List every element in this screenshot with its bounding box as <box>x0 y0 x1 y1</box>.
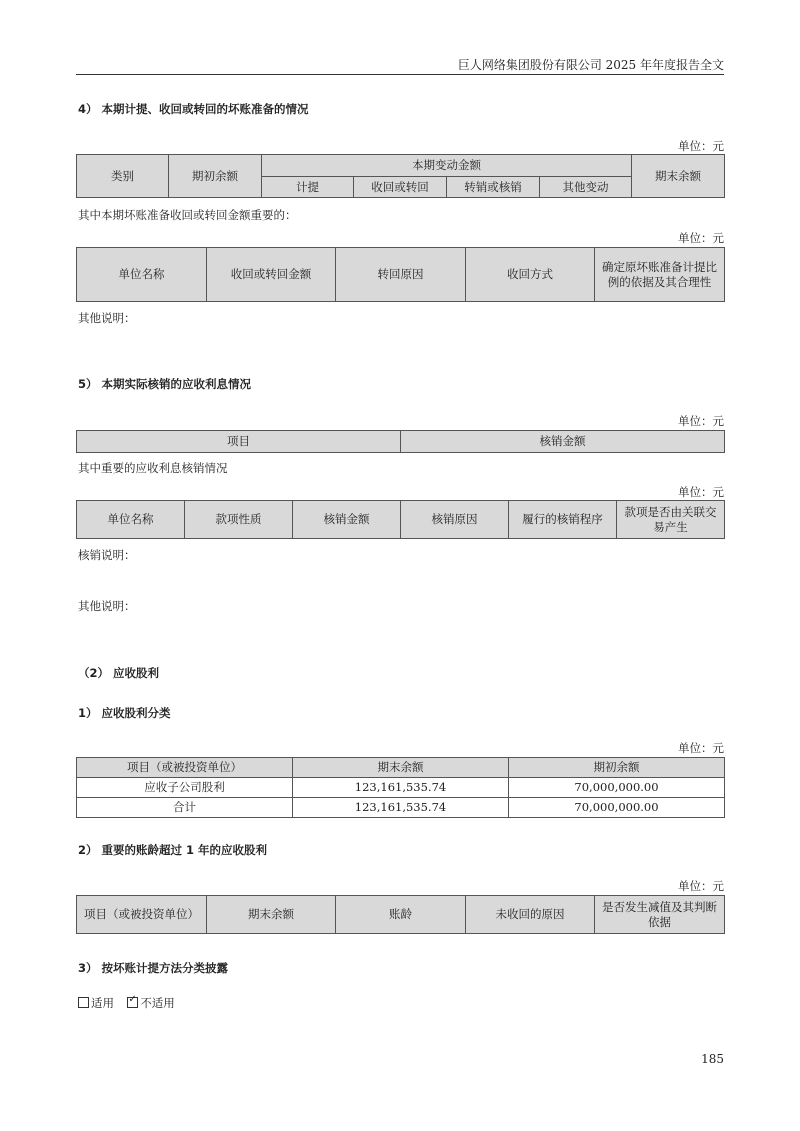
unit-label: 单位：元 <box>678 139 724 153</box>
table-row-total <box>77 798 725 818</box>
row-opening: 70,000,000.00 <box>509 778 725 798</box>
page-number: 185 <box>701 1052 724 1066</box>
other-note: 其他说明： <box>78 311 136 325</box>
writeoff-note: 核销说明： <box>78 548 136 562</box>
dividend-classification-table <box>76 757 725 818</box>
important-recovery-note: 其中本期坏账准备收回或转回金额重要的： <box>78 208 297 222</box>
unit-label: 单位：元 <box>678 414 724 428</box>
col-aging: 账龄 <box>336 896 466 934</box>
bad-debt-method-heading: 3） 按坏账计提方法分类披露 <box>78 961 229 975</box>
unit-label: 单位：元 <box>678 231 724 245</box>
applicability-options <box>78 995 175 1011</box>
col-provision-basis: 确定原坏账准备计提比例的依据及其合理性 <box>595 248 725 302</box>
row-opening: 70,000,000.00 <box>509 798 725 818</box>
col-reversal-reason: 转回原因 <box>336 248 466 302</box>
col-category: 类别 <box>77 155 169 198</box>
report-header-title: 巨人网络集团股份有限公司 2025 年年度报告全文 <box>457 58 724 72</box>
row-item: 合计 <box>77 798 293 818</box>
not-applicable-label: 不适用 <box>140 996 175 1010</box>
header-rule <box>76 74 724 75</box>
col-closing-balance: 期末余额 <box>293 758 509 778</box>
col-recovered-amount: 收回或转回金额 <box>207 248 336 302</box>
table-row <box>77 778 725 798</box>
col-entity-name: 单位名称 <box>77 501 185 539</box>
col-writeoff-procedure: 履行的核销程序 <box>509 501 617 539</box>
col-recovery-method: 收回方式 <box>466 248 595 302</box>
aged-dividend-table <box>76 895 725 934</box>
applicable-label: 适用 <box>91 996 114 1010</box>
interest-writeoff-table <box>76 430 725 453</box>
col-item: 项目（或被投资单位） <box>77 896 207 934</box>
col-unrecovered-reason: 未收回的原因 <box>466 896 595 934</box>
col-item: 项目（或被投资单位） <box>77 758 293 778</box>
row-item: 应收子公司股利 <box>77 778 293 798</box>
bad-debt-change-table <box>76 154 725 198</box>
col-writeoff-reason: 核销原因 <box>401 501 509 539</box>
col-closing-balance: 期末余额 <box>207 896 336 934</box>
col-opening-balance: 期初余额 <box>509 758 725 778</box>
unit-label: 单位：元 <box>678 741 724 755</box>
col-writeoff-amount: 核销金额 <box>293 501 401 539</box>
unit-label: 单位：元 <box>678 879 724 893</box>
aged-dividend-heading: 2） 重要的账龄超过 1 年的应收股利 <box>78 843 268 857</box>
important-writeoff-note: 其中重要的应收利息核销情况 <box>78 461 228 475</box>
col-writeoff: 转销或核销 <box>447 177 540 198</box>
col-nature: 款项性质 <box>185 501 293 539</box>
col-other-change: 其他变动 <box>540 177 632 198</box>
applicable-checkbox[interactable] <box>78 997 89 1008</box>
interest-writeoff-detail-table <box>76 500 725 539</box>
dividend-classification-heading: 1） 应收股利分类 <box>78 706 171 720</box>
col-change-group: 本期变动金额 <box>262 155 632 177</box>
dividend-section-heading: （2） 应收股利 <box>78 666 160 680</box>
col-opening-balance: 期初余额 <box>169 155 262 198</box>
row-closing: 123,161,535.74 <box>293 798 509 818</box>
col-recovered: 收回或转回 <box>354 177 447 198</box>
section-4-heading: 4） 本期计提、收回或转回的坏账准备的情况 <box>78 102 309 116</box>
recovery-detail-table <box>76 247 725 302</box>
not-applicable-checkbox[interactable] <box>127 997 138 1008</box>
col-writeoff-amount: 核销金额 <box>401 431 725 453</box>
col-accrual: 计提 <box>262 177 354 198</box>
col-closing-balance: 期末余额 <box>632 155 725 198</box>
row-closing: 123,161,535.74 <box>293 778 509 798</box>
col-related-party: 款项是否由关联交易产生 <box>617 501 725 539</box>
col-item: 项目 <box>77 431 401 453</box>
section-5-heading: 5） 本期实际核销的应收利息情况 <box>78 377 252 391</box>
other-note: 其他说明： <box>78 599 136 613</box>
col-entity-name: 单位名称 <box>77 248 207 302</box>
unit-label: 单位：元 <box>678 485 724 499</box>
col-impairment: 是否发生减值及其判断依据 <box>595 896 725 934</box>
